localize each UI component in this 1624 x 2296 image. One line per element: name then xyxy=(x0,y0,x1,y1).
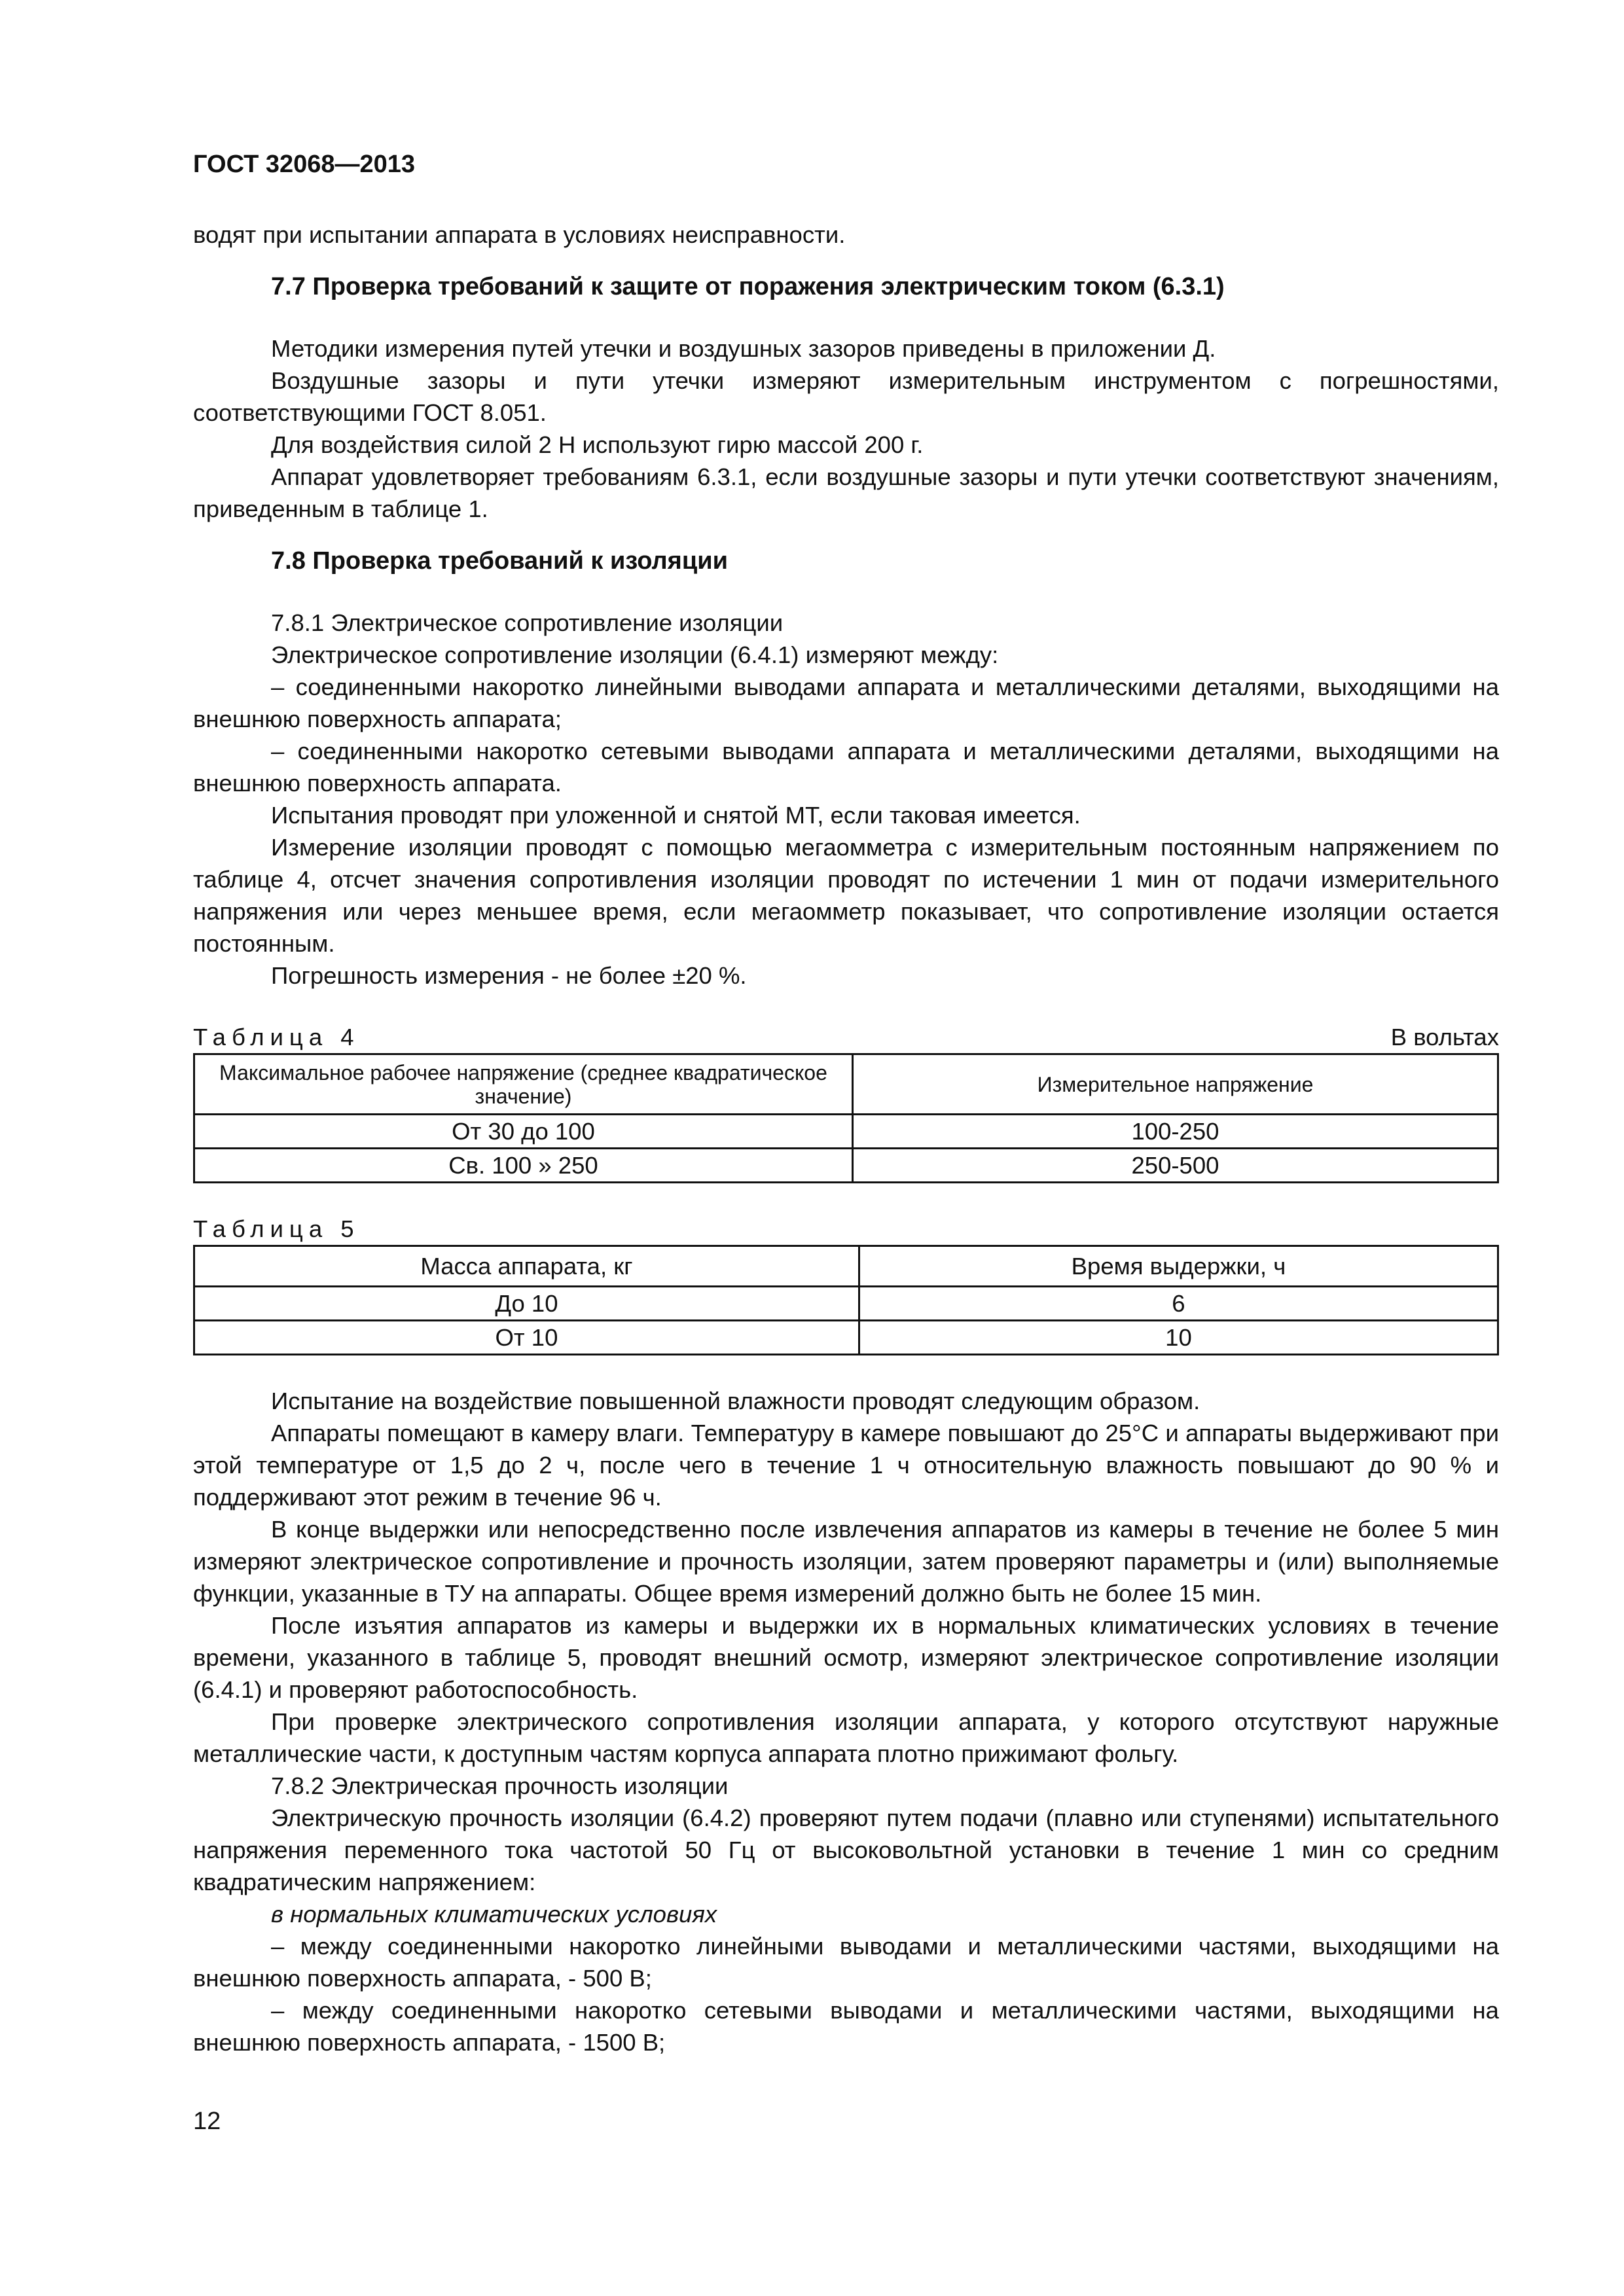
table-4-header-cell: Максимальное рабочее напряжение (среднее квадратическое значение) xyxy=(194,1054,853,1115)
paragraph: Испытание на воздействие повышенной влажности проводят следующим образом. xyxy=(271,1388,1200,1414)
paragraph: При проверке электрического сопротивления изоляции аппарата, у которого отсутствуют наружные металлические части, к доступным частям корпуса аппарата плотно прижимают фольгу. xyxy=(193,1708,1499,1767)
table-row xyxy=(194,1287,1498,1321)
table-4-cell: 250-500 xyxy=(852,1149,1498,1183)
section-7-7-title: 7.7 Проверка требований к защите от поражения электрическим током (6.3.1) xyxy=(271,273,1225,300)
table-4-cell: 100-250 xyxy=(852,1115,1498,1149)
paragraph: Электрическое сопротивление изоляции (6.4.1) измеряют между: xyxy=(271,641,999,668)
paragraph: Воздушные зазоры и пути утечки измеряют измерительным инструментом с погрешностями, соответствующими ГОСТ 8.051. xyxy=(193,367,1499,426)
table-row xyxy=(194,1321,1498,1355)
paragraph: Аппараты помещают в камеру влаги. Температуру в камере повышают до 25°С и аппараты выдерживают при этой температуре от 1,5 до 2 ч, после чего в течение 1 ч относительную влажность повышают до 90 % и поддерживают этот режим в течение 96 ч. xyxy=(193,1420,1499,1511)
list-item: – между соединенными накоротко линейными выводами и металлическими частями, выходящими на внешнюю поверхность аппарата, - 500 В; xyxy=(193,1933,1499,1992)
page-number: 12 xyxy=(193,2108,221,2135)
table-4-cell: Св. 100 » 250 xyxy=(194,1149,853,1183)
paragraph: Погрешность измерения - не более ±20 %. xyxy=(271,962,747,989)
italic-subheading: в нормальных климатических условиях xyxy=(271,1901,717,1928)
paragraph: В конце выдержки или непосредственно после извлечения аппаратов из камеры в течение не более 5 мин измеряют электрическое сопротивление и прочность изоляции, затем проверяют параметры и (или) выполняемые функции, указанные в ТУ на аппараты. Общее время измерений должно быть не более 15 мин. xyxy=(193,1516,1499,1607)
table-4 xyxy=(193,1053,1499,1183)
list-item: – между соединенными накоротко сетевыми выводами и металлическими частями, выходящими на внешнюю поверхность аппарата, - 1500 В; xyxy=(193,1997,1499,2056)
table-row xyxy=(194,1115,1498,1149)
list-item: – соединенными накоротко сетевыми выводами аппарата и металлическими деталями, выходящими на внешнюю поверхность аппарата. xyxy=(193,738,1499,797)
table-4-cell: От 30 до 100 xyxy=(194,1115,853,1149)
table-5-cell: 10 xyxy=(859,1321,1498,1355)
paragraph: После изъятия аппаратов из камеры и выдержки их в нормальных климатических условиях в течение времени, указанного в таблице 5, проводят внешний осмотр, измеряют электрическое сопротивление изоляции (6.4.1) и проверяют работоспособность. xyxy=(193,1612,1499,1703)
table-5-cell: 6 xyxy=(859,1287,1498,1321)
section-7-8-title: 7.8 Проверка требований к изоляции xyxy=(271,547,728,575)
table-5 xyxy=(193,1245,1499,1355)
paragraph: Электрическую прочность изоляции (6.4.2) проверяют путем подачи (плавно или ступенями) испытательного напряжения переменного тока частотой 50 Гц от высоковольтной установки в течение 1 мин со средним квадратическим напряжением: xyxy=(193,1804,1499,1895)
document-header: ГОСТ 32068—2013 xyxy=(193,151,416,178)
paragraph: Для воздействия силой 2 Н используют гирю массой 200 г. xyxy=(271,431,924,458)
document-page xyxy=(193,147,1499,2058)
subsection-7-8-2-title: 7.8.2 Электрическая прочность изоляции xyxy=(271,1772,729,1799)
paragraph: Измерение изоляции проводят с помощью мегаомметра с измерительным постоянным напряжением по таблице 4, отсчет значения сопротивления изоляции проводят по истечении 1 мин от подачи измерительного напряжения или через меньшее время, если мегаомметр показывает, что сопротивление изоляции остается постоянным. xyxy=(193,834,1499,957)
table-4-header-cell: Измерительное напряжение xyxy=(852,1054,1498,1115)
subsection-7-8-1-title: 7.8.1 Электрическое сопротивление изоляции xyxy=(271,609,784,636)
table-5-cell: От 10 xyxy=(194,1321,859,1355)
table-row xyxy=(194,1149,1498,1183)
paragraph: Испытания проводят при уложенной и снятой МТ, если таковая имеется. xyxy=(271,802,1081,829)
paragraph: Методики измерения путей утечки и воздушных зазоров приведены в приложении Д. xyxy=(271,335,1216,362)
table-5-cell: До 10 xyxy=(194,1287,859,1321)
table-4-caption-row xyxy=(193,1021,1499,1053)
paragraph: Аппарат удовлетворяет требованиям 6.3.1, если воздушные зазоры и пути утечки соответствуют значениям, приведенным в таблице 1. xyxy=(193,463,1499,522)
intro-text: водят при испытании аппарата в условиях неисправности. xyxy=(193,221,846,248)
table-4-units: В вольтах xyxy=(1390,1024,1499,1050)
table-5-header-cell: Масса аппарата, кг xyxy=(194,1246,859,1287)
table-5-caption: Таблица 5 xyxy=(193,1215,360,1242)
table-5-caption-row xyxy=(193,1213,1499,1245)
list-item: – соединенными накоротко линейными выводами аппарата и металлическими деталями, выходящими на внешнюю поверхность аппарата; xyxy=(193,673,1499,732)
table-5-header-cell: Время выдержки, ч xyxy=(859,1246,1498,1287)
table-4-caption: Таблица 4 xyxy=(193,1024,360,1050)
